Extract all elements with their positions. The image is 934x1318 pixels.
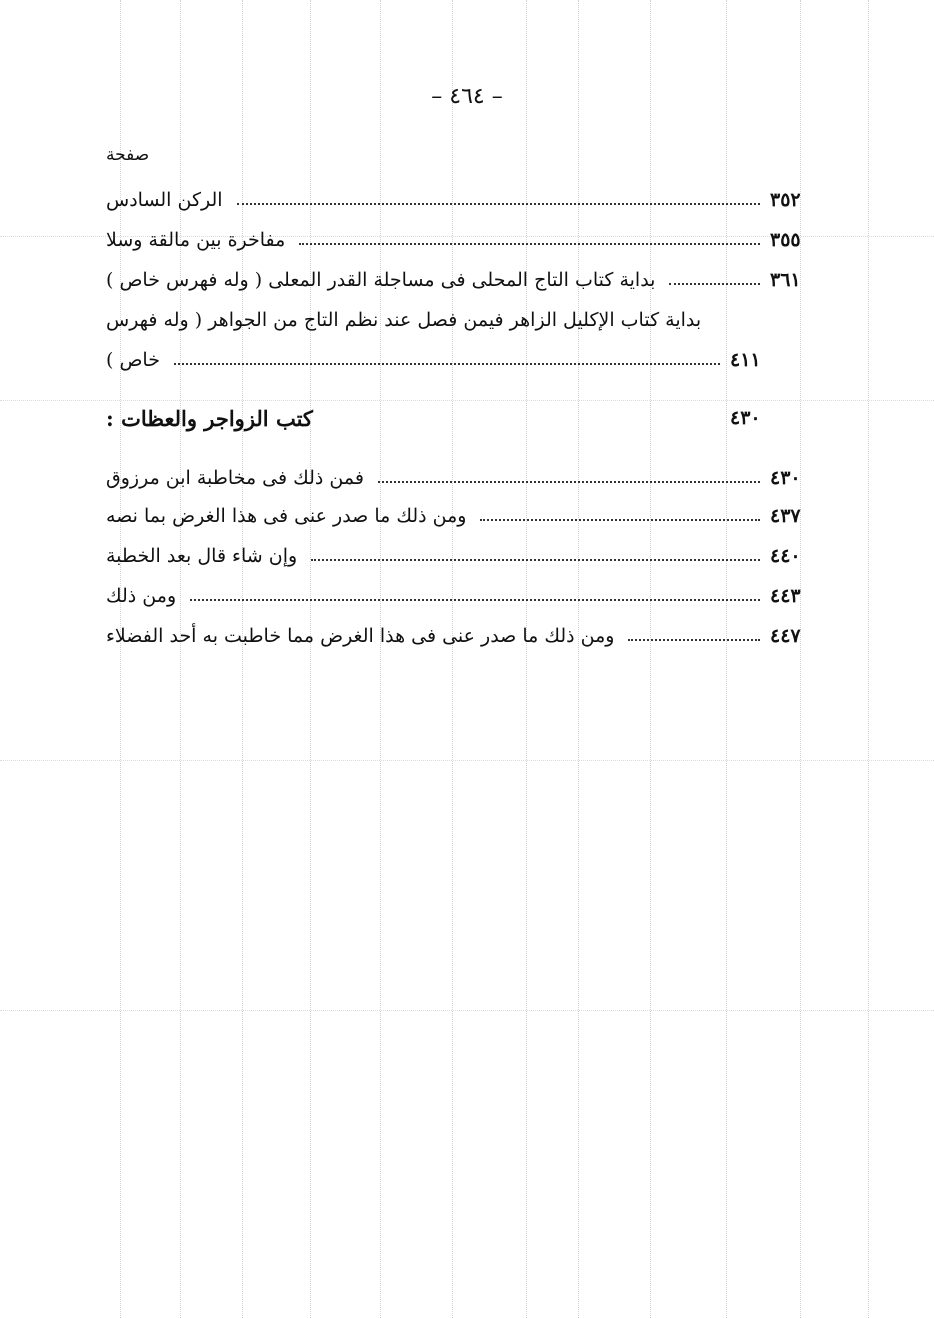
dot-leader bbox=[311, 559, 760, 561]
dot-leader bbox=[669, 283, 760, 285]
toc-entry-text: بداية كتاب الإكليل الزاهر فيمن فصل عند نظم التاج من الجواهر ( وله فهرس bbox=[106, 309, 702, 331]
toc-entry-text: ومن ذلك ما صدر عنى فى هذا الغرض بما نصه bbox=[106, 505, 467, 527]
toc-page-number: ٣٥٢ bbox=[770, 189, 801, 211]
toc-page-number: ٤٤٠ bbox=[770, 545, 801, 567]
toc-entry-text: بداية كتاب التاج المحلى فى مساجلة القدر المعلى ( وله فهرس خاص ) bbox=[106, 269, 656, 291]
page-column-label: صفحة bbox=[106, 145, 150, 165]
dot-leader bbox=[174, 363, 720, 365]
toc-entry-text: ومن ذلك ما صدر عنى فى هذا الغرض مما خاطبت به أحد الفضلاء bbox=[106, 625, 615, 647]
guide-line bbox=[868, 0, 869, 1318]
toc-entry-text: الركن السادس bbox=[106, 189, 223, 211]
guide-line bbox=[0, 760, 934, 761]
toc-entry bbox=[106, 618, 830, 654]
toc-entry-text: مفاخرة بين مالقة وسلا bbox=[106, 229, 286, 251]
dot-leader bbox=[378, 481, 760, 483]
toc-entry bbox=[106, 538, 830, 574]
toc-page-number: ٣٥٥ bbox=[770, 229, 801, 251]
page-number: – ٤٦٤ – bbox=[431, 84, 503, 109]
toc-entry bbox=[106, 302, 830, 338]
dot-leader bbox=[237, 203, 760, 205]
toc-entry-text: وإن شاء قال بعد الخطبة bbox=[106, 545, 298, 567]
toc-page-number: ٤٣٧ bbox=[770, 505, 801, 527]
toc-section-heading bbox=[106, 400, 790, 436]
dot-leader bbox=[299, 243, 760, 245]
toc-page-number: ٤٣٠ bbox=[770, 467, 801, 489]
dot-leader bbox=[480, 519, 760, 521]
section-heading: كتب الزواجر والعظات : bbox=[106, 405, 313, 431]
toc-page-number: ٤٤٣ bbox=[770, 585, 801, 607]
toc-entry bbox=[106, 578, 830, 614]
guide-line bbox=[0, 1010, 934, 1011]
toc-entry bbox=[106, 222, 830, 258]
dot-leader bbox=[190, 599, 760, 601]
toc-page-number: ٤٤٧ bbox=[770, 625, 801, 647]
toc-page-number: ٤٣٠ bbox=[730, 407, 761, 429]
toc-entry-text: ومن ذلك bbox=[106, 585, 177, 607]
toc-entry bbox=[106, 498, 830, 534]
toc-entry-text: خاص ) bbox=[106, 349, 160, 371]
toc-entry-continuation bbox=[106, 342, 790, 378]
toc-entry bbox=[106, 262, 830, 298]
toc-entry bbox=[106, 460, 830, 496]
toc-page-number: ٤١١ bbox=[730, 349, 761, 371]
toc-page-number: ٣٦١ bbox=[770, 269, 801, 291]
toc-entry-text: فمن ذلك فى مخاطبة ابن مرزوق bbox=[106, 467, 364, 489]
toc-entry bbox=[106, 182, 830, 218]
dot-leader bbox=[628, 639, 760, 641]
